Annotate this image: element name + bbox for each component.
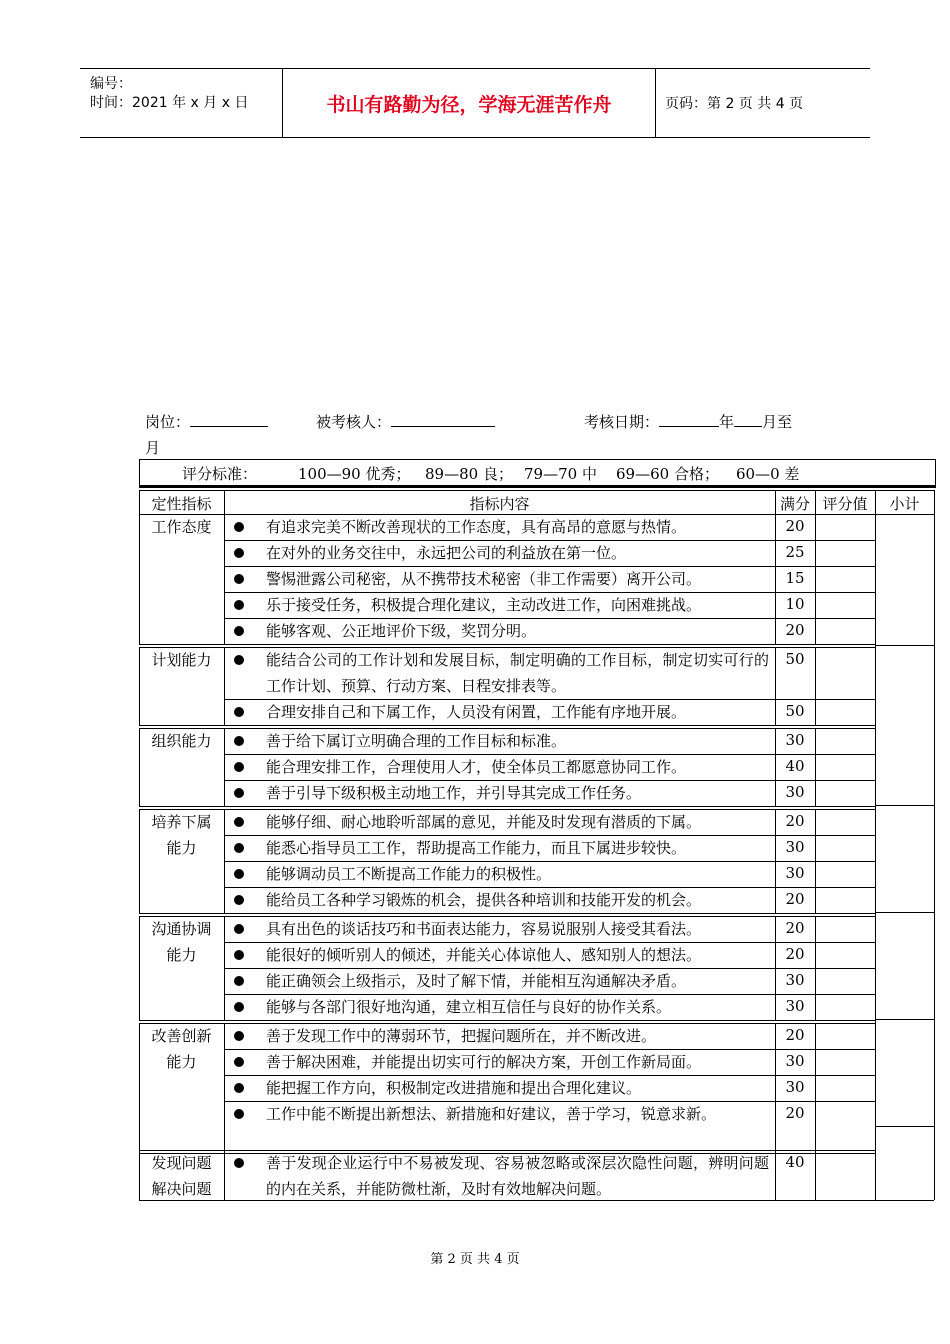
examinee-blank <box>391 412 495 427</box>
category-name: 沟通协调能力 <box>151 920 212 964</box>
full-score-value: 30 <box>785 783 805 801</box>
standard-poor: 60—0 差 <box>736 465 800 483</box>
group-divider-0 <box>139 1150 140 1200</box>
full-score-value: 20 <box>785 1026 805 1044</box>
indicator-text: 能够客观、公正地评价下级，奖罚分明。 <box>266 622 537 640</box>
standard-excellent: 100—90 优秀； <box>298 465 411 483</box>
group-bottom-line <box>139 644 875 645</box>
subtotal-line <box>875 645 934 646</box>
bullet-icon <box>234 707 244 717</box>
group-divider-1 <box>224 514 225 644</box>
group-bottom-line <box>139 725 875 726</box>
full-score-value: 30 <box>785 864 805 882</box>
bullet-icon <box>234 950 244 960</box>
indicator-text: 具有出色的谈话技巧和书面表达能力，容易说服别人接受其看法。 <box>266 920 702 938</box>
full-score-value: 30 <box>785 997 805 1015</box>
bullet-icon <box>234 976 244 986</box>
page-info-text: 页码：第 2 页 共 4 页 <box>665 96 804 112</box>
indicator-text: 乐于接受任务，积极提合理化建议，主动改进工作，向困难挑战。 <box>266 596 702 614</box>
group-divider-3 <box>815 1023 816 1153</box>
month-wrap-text: 月 <box>145 439 161 457</box>
bullet-icon <box>234 600 244 610</box>
indicator-text: 能结合公司的工作计划和发展目标，制定明确的工作目标，制定切实可行的工作计划、预算、行动方案、日程安排表等。 <box>266 651 769 695</box>
indicator-text: 有追求完美不断改善现状的工作态度，具有高昂的意愿与热情。 <box>266 518 687 536</box>
indicator-text: 善于引导下级积极主动地工作，并引导其完成工作任务。 <box>266 784 642 802</box>
bullet-icon <box>234 817 244 827</box>
examinee-field <box>316 411 495 432</box>
bullet-icon <box>234 895 244 905</box>
full-score-value: 20 <box>785 919 805 937</box>
full-score-value: 40 <box>785 1153 805 1171</box>
indicator-text: 警惕泄露公司秘密，从不携带技术秘密（非工作需要）离开公司。 <box>266 570 702 588</box>
bullet-icon <box>234 924 244 934</box>
full-score-value: 10 <box>785 595 805 613</box>
indicator-text: 能很好的倾听别人的倾述，并能关心体谅他人、感知别人的想法。 <box>266 946 702 964</box>
indicator-text: 能够仔细、耐心地聆听部属的意见，并能及时发现有潜质的下属。 <box>266 813 702 831</box>
subtotal-line <box>875 912 934 913</box>
bullet-icon <box>234 1109 244 1119</box>
group-divider-3 <box>815 728 816 806</box>
group-divider-0 <box>139 514 140 644</box>
group-bottom-line <box>139 806 875 807</box>
scoring-standard-row <box>139 459 936 488</box>
page-footer: 第 2 页 共 4 页 <box>430 1252 520 1267</box>
category-name: 培养下属能力 <box>151 813 212 857</box>
header-divider-5 <box>934 490 935 514</box>
full-score-value: 30 <box>785 1052 805 1070</box>
group-bottom-line <box>139 913 875 914</box>
subtotal-line <box>875 1200 934 1201</box>
position-blank <box>190 412 268 427</box>
column-header-category: 定性指标 <box>151 495 212 513</box>
indicator-text: 能悉心指导员工工作，帮助提高工作能力，而且下属进步较快。 <box>266 839 687 857</box>
group-divider-0 <box>139 728 140 806</box>
header-page-info <box>655 69 870 137</box>
full-score-value: 30 <box>785 731 805 749</box>
indicator-text: 善于解决困难，并能提出切实可行的解决方案，开创工作新局面。 <box>266 1053 702 1071</box>
full-score-value: 20 <box>785 812 805 830</box>
subtotal-left-line <box>875 514 876 1200</box>
full-score-value: 30 <box>785 838 805 856</box>
indicator-text: 工作中能不断提出新想法、新措施和好建议，善于学习，锐意求新。 <box>266 1105 717 1123</box>
indicator-text: 善于发现企业运行中不易被发现、容易被忽略或深层次隐性问题，辨明问题的内在关系，并能防微杜渐，及时有效地解决问题。 <box>266 1154 769 1198</box>
full-score-value: 25 <box>785 543 805 561</box>
full-score-value: 20 <box>785 1104 805 1122</box>
document-date-line: 时间：2021 年 x 月 x 日 <box>90 95 249 111</box>
category-name: 组织能力 <box>151 732 212 750</box>
header-left-block <box>80 69 282 137</box>
column-header-subtotal: 小计 <box>889 495 920 513</box>
bullet-icon <box>234 548 244 558</box>
category-name: 工作态度 <box>151 518 212 536</box>
standard-label: 评分标准： <box>182 465 258 483</box>
bullet-icon <box>234 1002 244 1012</box>
indicator-text: 善于发现工作中的薄弱环节，把握问题所在，并不断改进。 <box>266 1027 657 1045</box>
group-bottom-line <box>139 1020 875 1021</box>
group-divider-0 <box>139 809 140 913</box>
indicator-text: 在对外的业务交往中，永远把公司的利益放在第一位。 <box>266 544 627 562</box>
year-suffix: 年 <box>719 413 735 431</box>
full-score-value: 50 <box>785 702 805 720</box>
bullet-icon <box>234 869 244 879</box>
indicator-text: 能给员工各种学习锻炼的机会，提供各种培训和技能开发的机会。 <box>266 891 702 909</box>
standard-pass: 69—60 合格； <box>616 465 719 483</box>
review-date-label: 考核日期： <box>584 413 660 431</box>
position-field <box>145 411 268 432</box>
full-score-value: 50 <box>785 650 805 668</box>
bullet-icon <box>234 1057 244 1067</box>
year-blank <box>659 412 719 427</box>
group-divider-1 <box>224 728 225 806</box>
indicator-text: 能合理安排工作，合理使用人才，使全体员工都愿意协同工作。 <box>266 758 687 776</box>
full-score-value: 20 <box>785 890 805 908</box>
bullet-icon <box>234 1158 244 1168</box>
bullet-icon <box>234 1031 244 1041</box>
full-score-value: 20 <box>785 621 805 639</box>
subtotal-line <box>875 459 934 460</box>
full-score-value: 20 <box>785 945 805 963</box>
group-divider-0 <box>139 1023 140 1153</box>
examinee-label: 被考核人： <box>316 413 392 431</box>
standard-medium: 79—70 中 <box>524 465 597 483</box>
bullet-icon <box>234 522 244 532</box>
group-divider-0 <box>139 916 140 1020</box>
bullet-icon <box>234 762 244 772</box>
standard-good: 89—80 良； <box>425 465 513 483</box>
group-divider-0 <box>139 647 140 725</box>
document-number-label: 编号： <box>90 76 132 92</box>
header-motto: 书山有路勤为径，学海无涯苦作舟 <box>282 69 656 137</box>
category-name: 改善创新能力 <box>151 1027 212 1071</box>
bullet-icon <box>234 788 244 798</box>
review-date-field <box>584 411 792 432</box>
indicator-text: 能够与各部门很好地沟通，建立相互信任与良好的协作关系。 <box>266 998 672 1016</box>
bullet-icon <box>234 626 244 636</box>
subtotal-line <box>875 1126 934 1127</box>
bullet-icon <box>234 574 244 584</box>
indicator-text: 能正确领会上级指示，及时了解下情，并能相互沟通解决矛盾。 <box>266 972 687 990</box>
bullet-icon <box>234 843 244 853</box>
group-divider-3 <box>815 647 816 725</box>
month-to-label: 月至 <box>762 413 793 431</box>
indicator-text: 合理安排自己和下属工作，人员没有闲置，工作能有序地开展。 <box>266 703 687 721</box>
bullet-icon <box>234 655 244 665</box>
subtotal-line <box>875 805 934 806</box>
indicator-text: 能够调动员工不断提高工作能力的积极性。 <box>266 865 552 883</box>
page-header <box>80 68 870 138</box>
full-score-value: 30 <box>785 971 805 989</box>
group-divider-1 <box>224 1023 225 1153</box>
category-name: 发现问题解决问题 <box>151 1154 212 1198</box>
group-divider-3 <box>815 1150 816 1200</box>
bullet-icon <box>234 1083 244 1093</box>
group-divider-1 <box>224 1150 225 1200</box>
column-header-full: 满分 <box>779 495 810 513</box>
category-name: 计划能力 <box>151 651 212 669</box>
position-label: 岗位： <box>145 413 191 431</box>
bullet-icon <box>234 736 244 746</box>
indicator-text: 善于给下属订立明确合理的工作目标和标准。 <box>266 732 567 750</box>
group-divider-3 <box>815 514 816 644</box>
full-score-value: 20 <box>785 517 805 535</box>
month-blank <box>734 412 762 427</box>
column-header-content: 指标内容 <box>469 495 530 513</box>
column-header-score: 评分值 <box>822 495 868 513</box>
subtotal-right-line <box>934 514 935 1200</box>
full-score-value: 40 <box>785 757 805 775</box>
subtotal-line <box>875 1019 934 1020</box>
full-score-value: 30 <box>785 1078 805 1096</box>
full-score-value: 15 <box>785 569 805 587</box>
group-divider-1 <box>224 647 225 725</box>
indicator-text: 能把握工作方向，积极制定改进措施和提出合理化建议。 <box>266 1079 642 1097</box>
